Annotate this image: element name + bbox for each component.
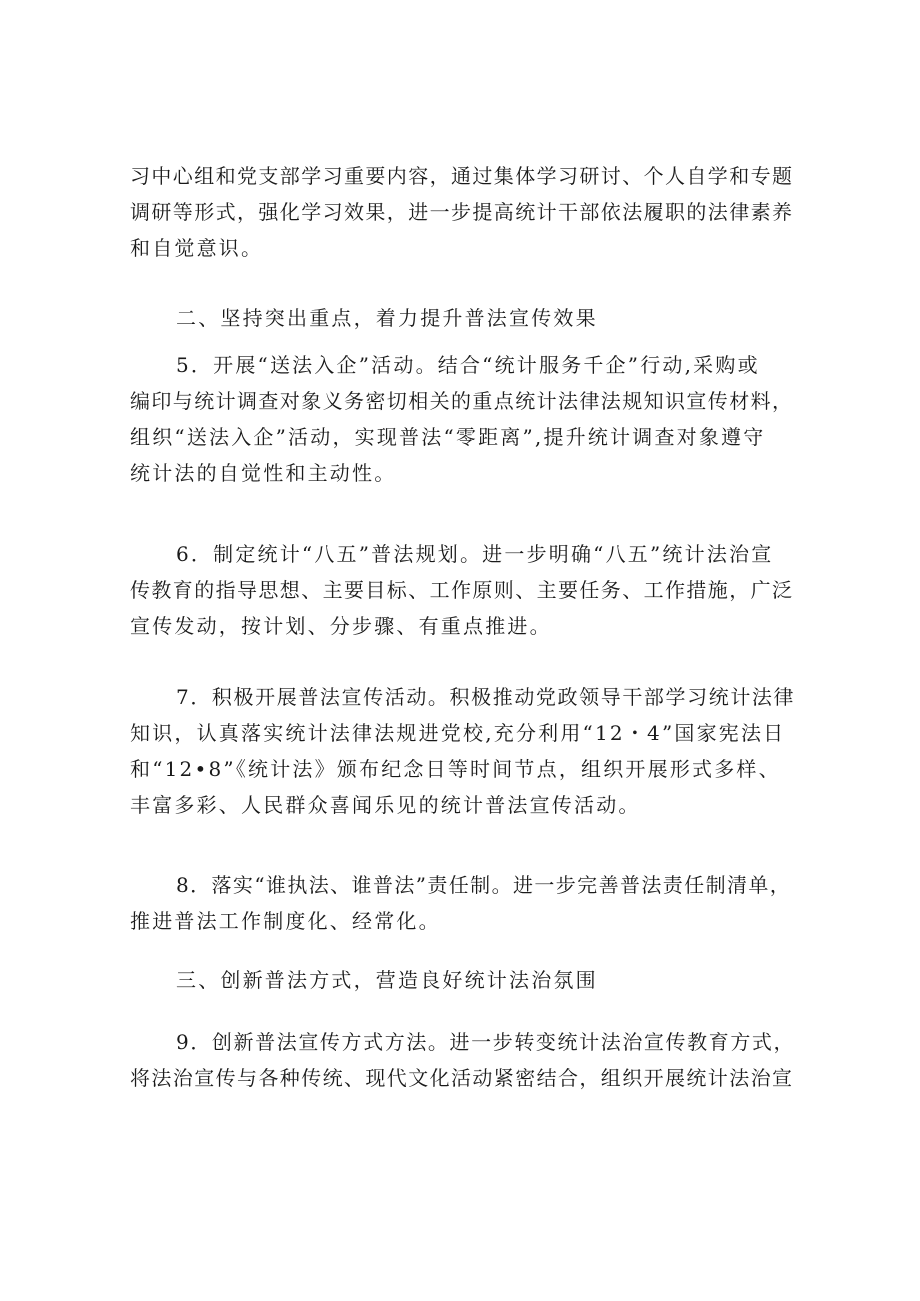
paragraph-line: 习中心组和党支部学习重要内容，通过集体学习研讨、个人自学和专题 <box>130 164 794 188</box>
paragraph-line: 编印与统计调查对象义务密切相关的重点统计法律法规知识宣传材料， <box>130 389 794 413</box>
item-8-paragraph <box>130 867 795 939</box>
paragraph-line: 调研等形式，强化学习效果，进一步提高统计干部依法履职的法律素养 <box>130 200 794 224</box>
section-3-heading-block <box>130 962 795 998</box>
paragraph-line: 6．制定统计“八五”普法规划。进一步明确“八五”统计法治宣 <box>176 542 774 566</box>
paragraph-line: 知识，认真落实统计法律法规进党校,充分利用“12・4”国家宪法日 <box>130 721 786 745</box>
paragraph-line: 和“12•8”《统计法》颁布纪念日等时间节点，组织开展形式多样、 <box>130 757 781 781</box>
intro-paragraph <box>130 158 795 266</box>
paragraph-line: 宣传发动，按计划、分步骤、有重点推进。 <box>130 614 552 638</box>
paragraph-line: 8．落实“谁执法、谁普法”责任制。进一步完善普法责任制清单， <box>176 873 792 897</box>
paragraph-line: 和自觉意识。 <box>130 236 264 260</box>
item-7-paragraph <box>130 679 795 823</box>
item-5-paragraph <box>130 347 795 491</box>
section-heading: 三、创新普法方式，营造良好统计法治氛围 <box>176 968 598 992</box>
paragraph-line: 将法治宣传与各种传统、现代文化活动紧密结合，组织开展统计法治宣 <box>130 1066 794 1090</box>
section-heading: 二、坚持突出重点，着力提升普法宣传效果 <box>176 306 598 330</box>
paragraph-line: 丰富多彩、人民群众喜闻乐见的统计普法宣传活动。 <box>130 793 641 817</box>
section-2-heading-block <box>130 300 795 336</box>
item-6-paragraph <box>130 536 795 644</box>
paragraph-line: 统计法的自觉性和主动性。 <box>130 461 397 485</box>
paragraph-line: 推进普法工作制度化、经常化。 <box>130 909 441 933</box>
paragraph-line: 9．创新普法宣传方式方法。进一步转变统计法治宣传教育方式， <box>176 1030 796 1054</box>
paragraph-line: 7．积极开展普法宣传活动。积极推动党政领导干部学习统计法律 <box>176 685 796 709</box>
item-9-paragraph <box>130 1024 795 1096</box>
paragraph-line: 组织“送法入企”活动，实现普法“零距离”,提升统计调查对象遵守 <box>130 425 766 449</box>
paragraph-line: 5．开展“送法入企”活动。结合“统计服务千企”行动,采购或 <box>176 353 760 377</box>
paragraph-line: 传教育的指导思想、主要目标、工作原则、主要任务、工作措施，广泛 <box>130 578 794 602</box>
